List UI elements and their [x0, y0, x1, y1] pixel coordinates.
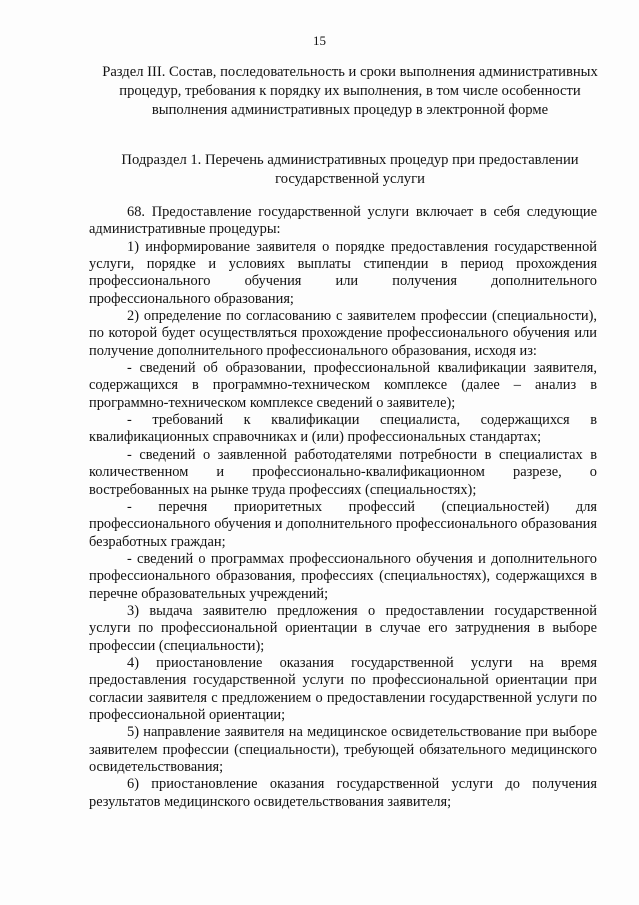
list-item-4-suspension-orientation: 4) приостановление оказания государственной услуги на время предоставления государственной услуги по профессиональной ориентации при согласии заявителя с предложением о предоставлении государственной услуги по профессиональной ориентации;	[89, 654, 597, 723]
sub-item-qualification-requirements: - требований к квалификации специалиста, содержащихся в квалификационных справочниках и (или) профессиональных стандартах;	[89, 412, 597, 446]
body-text	[89, 204, 597, 811]
sub-item-training-programs: - сведений о программах профессионального обучения и дополнительного профессионального образования, профессиях (специальностях), содержащихся в перечне образовательных учреждений;	[89, 550, 597, 602]
list-item-2-profession-selection: 2) определение по согласованию с заявителем профессии (специальности), по которой будет осуществляться прохождение профессионального обучения или получение дополнительного профессионального образования, исходя из:	[89, 308, 597, 359]
subsection-heading: Подраздел 1. Перечень административных процедур при предоставлении государственной услуги	[121, 152, 579, 187]
list-item-5-medical-referral: 5) направление заявителя на медицинское освидетельствование при выборе заявителем профессии (специальности), требующей обязательного медицинского освидетельствования;	[89, 724, 597, 775]
list-item-6-suspension-medical: 6) приостановление оказания государственной услуги до получения результатов медицинского освидетельствования заявителя;	[89, 776, 597, 810]
section-heading: Раздел III. Состав, последовательность и сроки выполнения административных процедур, требования к порядку их выполнения, в том числе особенности выполнения административных процедур в электронной форме	[102, 64, 598, 118]
sub-item-education-info: - сведений об образовании, профессиональной квалификации заявителя, содержащихся в программно-техническом комплексе (далее – анализ в программно-техническом комплексе сведений о заявителе);	[89, 360, 597, 411]
sub-item-employer-demand: - сведений о заявленной работодателями потребности в специалистах в количественном и профессионально-квалификационном разрезе, о востребованных на рынке труда профессиях (специальностях);	[89, 446, 597, 498]
paragraph-68-intro: 68. Предоставление государственной услуги включает в себя следующие административные процедуры:	[89, 204, 597, 238]
sub-item-priority-professions: - перечня приоритетных профессий (специальностей) для профессионального обучения и дополнительного профессионального образования безработных граждан;	[89, 498, 597, 550]
list-item-3-orientation-offer: 3) выдача заявителю предложения о предоставлении государственной услуги по профессиональной ориентации в случае его затруднения в выборе профессии (специальности);	[89, 602, 597, 654]
list-item-1-informing: 1) информирование заявителя о порядке предоставления государственной услуги, порядке и условиях выплаты стипендии в период прохождения профессионального обучения или получения дополнительного профессионального образования;	[89, 238, 597, 307]
page-number: 15	[313, 33, 326, 48]
